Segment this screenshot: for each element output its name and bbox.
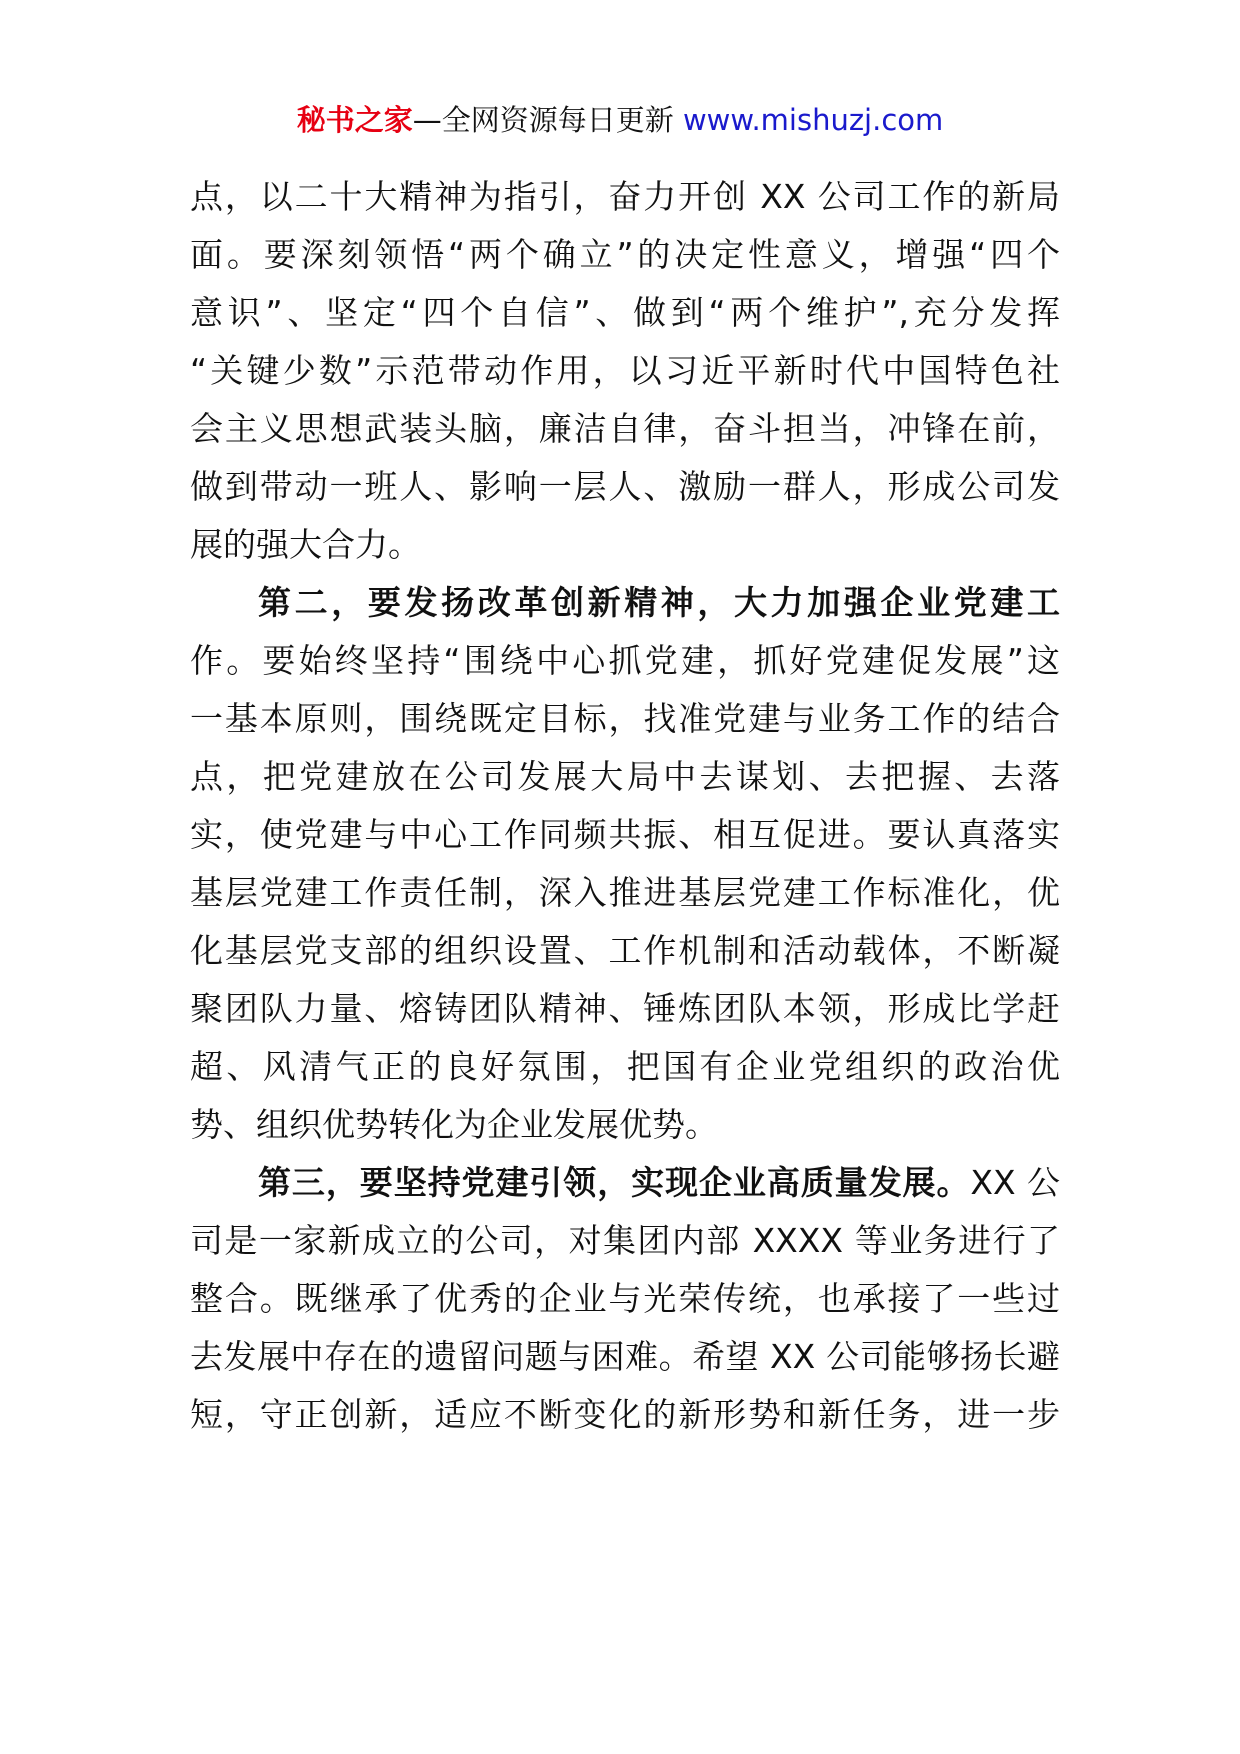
body-line: 去发展中存在的遗留问题与困难。希望 XX 公司能够扬长避 <box>190 1337 1060 1376</box>
paragraph-lead: 第二，要发扬改革创新精神，大力加强企业党建工 <box>258 583 1060 622</box>
body-line: 实，使党建与中心工作同频共振、相互促进。要认真落实 <box>190 815 1060 854</box>
body-line: 势、组织优势转化为企业发展优势。 <box>190 1105 718 1144</box>
page-header <box>0 100 1240 140</box>
paragraph-lead: 第三，要坚持党建引领，实现企业高质量发展。 <box>258 1163 971 1202</box>
body-line: 超、风清气正的良好氛围，把国有企业党组织的政治优 <box>190 1047 1060 1086</box>
body-line: 面。要深刻领悟“两个确立”的决定性意义，增强“四个 <box>190 235 1060 274</box>
header-tagline: —全网资源每日更新 <box>412 103 683 137</box>
body-line: 做到带动一班人、影响一层人、激励一群人，形成公司发 <box>190 467 1060 506</box>
body-line: 意识”、坚定“四个自信”、做到“两个维护”,充分发挥 <box>190 293 1060 332</box>
body-line: “关键少数”示范带动作用，以习近平新时代中国特色社 <box>190 351 1060 390</box>
paragraph-lead-rest: XX 公 <box>970 1163 1060 1202</box>
body-line: 短，守正创新，适应不断变化的新形势和新任务，进一步 <box>190 1395 1060 1434</box>
body-line: 会主义思想武装头脑，廉洁自律，奋斗担当，冲锋在前， <box>190 409 1060 448</box>
body-line: 基层党建工作责任制，深入推进基层党建工作标准化，优 <box>190 873 1060 912</box>
body-line: 化基层党支部的组织设置、工作机制和活动载体，不断凝 <box>190 931 1060 970</box>
header-brand: 秘书之家 <box>296 103 413 137</box>
body-line: 点，以二十大精神为指引，奋力开创 XX 公司工作的新局 <box>190 177 1060 216</box>
body-line: 展的强大合力。 <box>190 525 421 564</box>
body-line: 点，把党建放在公司发展大局中去谋划、去把握、去落 <box>190 757 1060 796</box>
body-line: 聚团队力量、熔铸团队精神、锤炼团队本领，形成比学赶 <box>190 989 1060 1028</box>
body-line: 司是一家新成立的公司，对集团内部 XXXX 等业务进行了 <box>190 1221 1060 1260</box>
paragraph-lead-line <box>258 570 1060 635</box>
body-line: 作。要始终坚持“围绕中心抓党建，抓好党建促发展”这 <box>190 641 1060 680</box>
body-line: 一基本原则，围绕既定目标，找准党建与业务工作的结合 <box>190 699 1060 738</box>
body-line: 整合。既继承了优秀的企业与光荣传统，也承接了一些过 <box>190 1279 1060 1318</box>
header-url-link[interactable]: www.mishuzj.com <box>682 103 944 137</box>
paragraph-lead-line <box>258 1150 1060 1215</box>
